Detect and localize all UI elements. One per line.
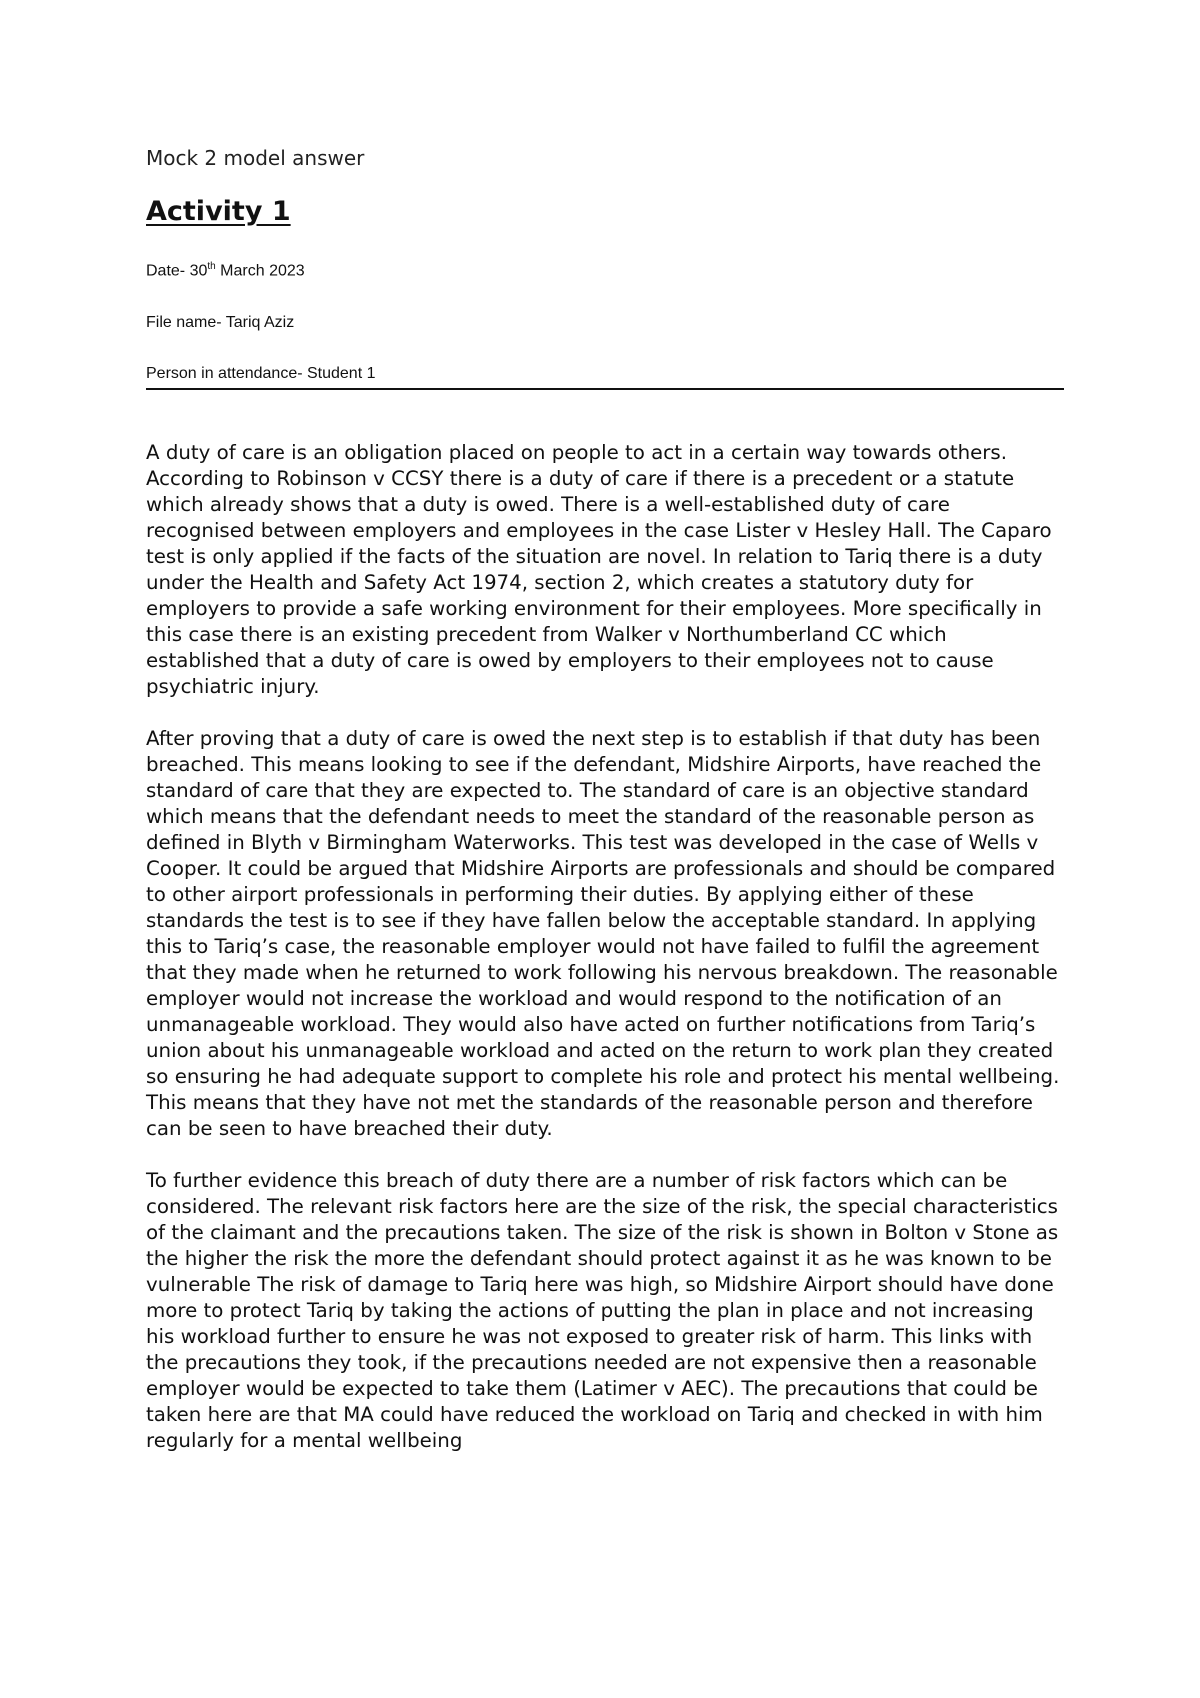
body-paragraph: A duty of care is an obligation placed on people to act in a certain way towards others. According to Robinson v CCSY there is a duty of care if there is a precedent or a statute which already shows that a duty is owed. There is a well-established duty of care recognised between employers and employees in the case Lister v Hesley Hall. The Caparo test is only applied if the facts of the situation are novel. In relation to Tariq there is a duty under the Health and Safety Act 1974, section 2, which creates a statutory duty for employers to provide a safe working environment for their employees. More specifically in this case there is an existing precedent from Walker v Northumberland CC which established that a duty of care is owed by employers to their employees not to cause psychiatric injury. xyxy=(146,441,1052,698)
body-paragraph: After proving that a duty of care is owed the next step is to establish if that duty has been breached. This means looking to see if the defendant, Midshire Airports, have reached the standard of care that they are expected to. The standard of care is an objective standard which means that the defendant needs to meet the standard of the reasonable person as defined in Blyth v Birmingham Waterworks. This test was developed in the case of Wells v Cooper. It could be argued that Midshire Airports are professionals and should be compared to other airport professionals in performing their duties. By applying either of these standards the test is to see if they have fallen below the acceptable standard. In applying this to Tariq’s case, the reasonable employer would not have failed to fulfil the agreement that they made when he returned to work following his nervous breakdown. The reasonable employer would not increase the workload and would respond to the notification of an unmanageable workload. They would also have acted on further notifications from Tariq’s union about his unmanageable workload and acted on the return to work plan they created so ensuring he had adequate support to complete his role and protect his mental wellbeing. This means that they have not met the standards of the reasonable person and therefore can be seen to have breached their duty. xyxy=(146,727,1060,1140)
file-name-line: File name- Tariq Aziz xyxy=(146,314,295,331)
date-superscript: th xyxy=(207,261,216,272)
document-body xyxy=(146,440,1064,1480)
header-divider xyxy=(146,388,1064,390)
date-prefix: Date- 30 xyxy=(146,262,208,280)
date-suffix: March 2023 xyxy=(215,262,305,280)
date-line xyxy=(146,261,305,280)
document-subtitle: Mock 2 model answer xyxy=(146,146,365,170)
activity-heading: Activity 1 xyxy=(146,196,291,227)
attendance-line: Person in attendance- Student 1 xyxy=(146,365,376,382)
body-paragraph: To further evidence this breach of duty there are a number of risk factors which can be considered. The relevant risk factors here are the size of the risk, the special characteristics of the claimant and the precautions taken. The size of the risk is shown in Bolton v Stone as the higher the risk the more the defendant should protect against it as he was known to be vulnerable The risk of damage to Tariq here was high, so Midshire Airport should have done more to protect Tariq by taking the actions of putting the plan in place and not increasing his workload further to ensure he was not exposed to greater risk of harm. This links with the precautions they took, if the precautions needed are not expensive then a reasonable employer would be expected to take them (Latimer v AEC). The precautions that could be taken here are that MA could have reduced the workload on Tariq and checked in with him regularly for a mental wellbeing xyxy=(146,1169,1059,1452)
